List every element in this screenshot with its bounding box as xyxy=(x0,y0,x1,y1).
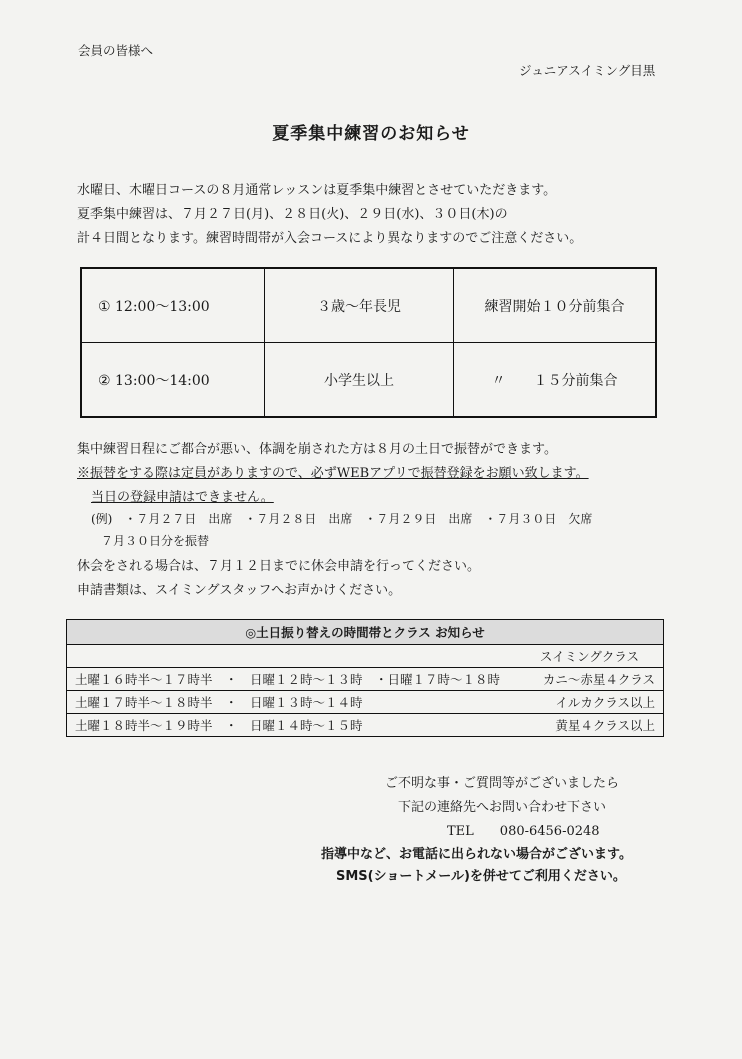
makeup-table-title: ◎土日振り替えの時間帯とクラス お知らせ xyxy=(67,620,664,645)
table-row xyxy=(67,691,664,714)
schedule-note: 練習開始１０分前集合 xyxy=(454,268,657,343)
class-column-label: スイミングクラス xyxy=(67,645,664,668)
schedule-row xyxy=(81,343,656,418)
sender-line: ジュニアスイミング目黒 xyxy=(519,63,656,78)
intro-line-1: 水曜日、木曜日コースの８月通常レッスンは夏季集中練習とさせていただきます。 xyxy=(77,183,557,198)
makeup-table-subheader xyxy=(67,645,664,668)
table-row xyxy=(67,714,664,737)
intro-line-3: 計４日間となります。練習時間帯が入会コースにより異なりますのでご注意ください。 xyxy=(77,231,583,246)
page-title: 夏季集中練習のお知らせ xyxy=(272,124,470,144)
same-day-note: 当日の登録申請はできません。 xyxy=(91,490,274,505)
contact-warning: 指導中など、お電話に出られない場合がございます。 xyxy=(321,847,632,862)
intro-line-2: 夏季集中練習は、７月２７日(月)、２８日(火)、２９日(水)、３０日(木)の xyxy=(77,207,508,222)
sms-note: SMS(ショートメール)を併せてご利用ください。 xyxy=(336,869,626,884)
schedule-group: ３歳～年長児 xyxy=(265,268,454,343)
schedule-time: ② 13:00～14:00 xyxy=(81,343,265,418)
makeup-class: イルカクラス以上 xyxy=(555,695,655,710)
makeup-table-header xyxy=(67,620,664,645)
suspension-note: 休会をされる場合は、７月１２日までに休会申請を行ってください。 xyxy=(77,559,481,574)
makeup-class: 黄星４クラス以上 xyxy=(555,718,655,733)
contact-line-2: 下記の連絡先へお問い合わせ下さい xyxy=(398,800,607,815)
table-row xyxy=(67,668,664,691)
makeup-note: 集中練習日程にご都合が悪い、体調を崩された方は８月の土日で振替ができます。 xyxy=(77,442,557,457)
schedule-note: 〃 １５分前集合 xyxy=(454,343,657,418)
contact-phone: TEL 080-6456-0248 xyxy=(447,824,600,839)
recipient-line: 会員の皆様へ xyxy=(78,43,154,58)
schedule-table xyxy=(80,267,657,418)
makeup-warning: ※振替をする際は定員がありますので、必ずWEBアプリで振替登録をお願い致します。 xyxy=(77,466,589,481)
schedule-row xyxy=(81,268,656,343)
contact-line-1: ご不明な事・ご質問等がございましたら xyxy=(385,776,620,791)
schedule-group: 小学生以上 xyxy=(265,343,454,418)
example-line: (例) ・７月２７日 出席 ・７月２８日 出席 ・７月２９日 出席 ・７月３０日 欠席 xyxy=(91,512,593,526)
makeup-class: カニ～赤星４クラス xyxy=(542,672,655,687)
makeup-class-table xyxy=(66,619,664,737)
application-note: 申請書類は、スイミングスタッフへお声かけください。 xyxy=(77,583,402,598)
makeup-times: 土曜１７時半～１８時半 ・ 日曜１３時～１４時 xyxy=(75,695,363,710)
example-result: ７月３０日分を振替 xyxy=(101,534,210,548)
schedule-time: ① 12:00～13:00 xyxy=(81,268,265,343)
makeup-times: 土曜１６時半～１７時半 ・ 日曜１２時～１３時 ・日曜１７時～１８時 xyxy=(75,672,501,687)
makeup-times: 土曜１８時半～１９時半 ・ 日曜１４時～１５時 xyxy=(75,718,363,733)
